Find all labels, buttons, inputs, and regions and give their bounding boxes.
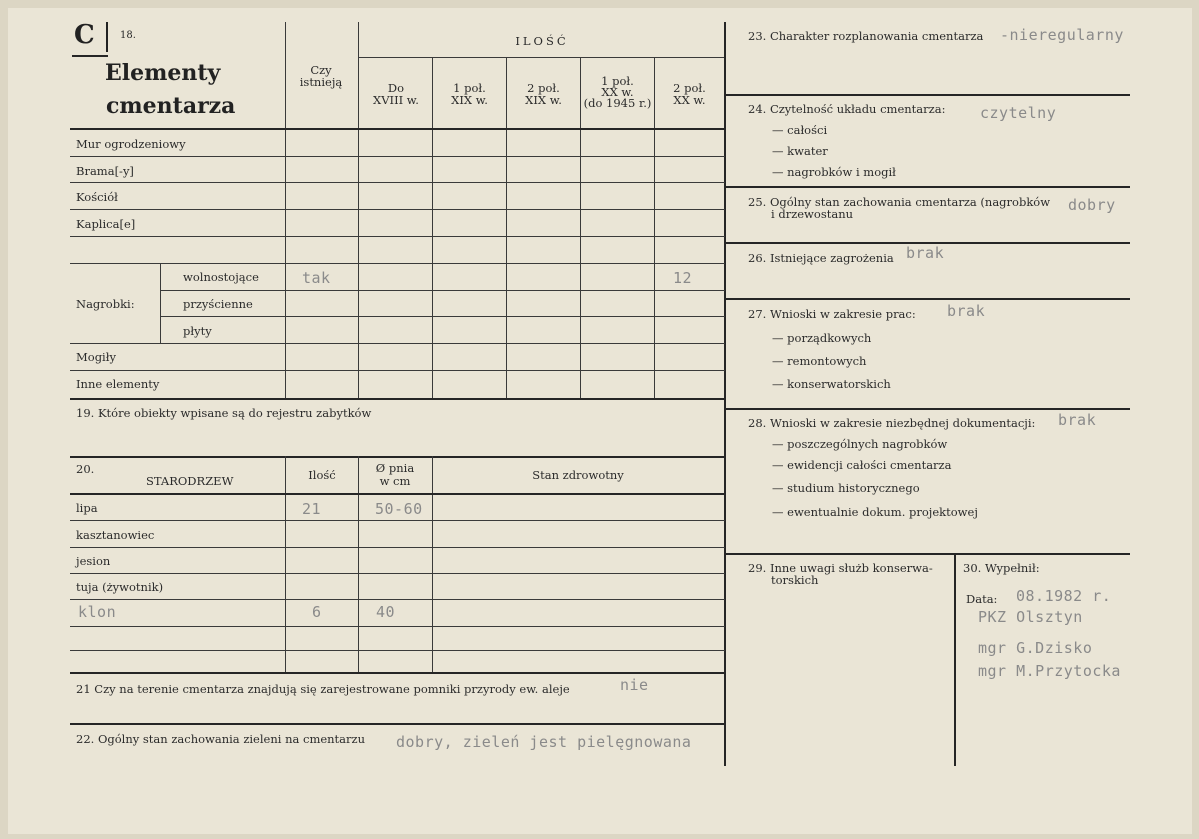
grid-line	[70, 236, 725, 237]
q20-health-header: Stan zdrowotny	[532, 468, 624, 482]
section-title-line1: Elementy	[105, 60, 221, 86]
grid-line	[654, 57, 655, 398]
grid-line	[70, 263, 725, 264]
grid-line	[580, 57, 581, 398]
grid-line	[285, 22, 286, 398]
q27-answer: brak	[947, 302, 986, 320]
grid-line	[70, 128, 725, 130]
q25-answer: dobry	[1068, 196, 1116, 214]
grid-line	[70, 209, 725, 210]
grid-line	[726, 186, 1130, 188]
q28-item: — ewentualnie dokum. projektowej	[772, 505, 978, 519]
grid-line	[70, 156, 725, 157]
grid-line	[70, 723, 726, 725]
grid-line	[70, 182, 725, 183]
grid-line	[70, 493, 726, 495]
row-label-kosciol: Kościół	[76, 190, 118, 204]
grid-line	[70, 573, 725, 574]
tree-qty: 21	[302, 500, 322, 518]
grid-line	[285, 456, 286, 672]
q30-org: PKZ Olsztyn	[978, 608, 1083, 626]
q25-label-line1: 25. Ogólny stan zachowania cmentarza (nagrobków	[748, 195, 1051, 209]
q27-item: — porządkowych	[772, 331, 872, 345]
tree-diam: 50-60	[375, 500, 423, 518]
q22-label: 22. Ogólny stan zachowania zieleni na cmentarzu	[76, 732, 365, 746]
row-label-mogily: Mogiły	[76, 350, 116, 364]
period-col-2: 1 poł. XIX w.	[451, 81, 488, 107]
grid-line	[432, 57, 433, 398]
grid-line	[70, 398, 726, 400]
q24-item: — nagrobków i mogił	[772, 165, 896, 179]
grid-line	[70, 547, 725, 548]
q23-answer: -nieregularny	[1000, 26, 1124, 44]
q24-item: — całości	[772, 123, 828, 137]
q21-answer: nie	[620, 676, 649, 694]
period-col-3: 2 poł. XIX w.	[525, 81, 562, 107]
grid-line	[506, 57, 507, 398]
tree-name: lipa	[76, 501, 98, 515]
q22-answer: dobry, zieleń jest pielęgnowana	[396, 733, 692, 751]
q27-item: — remontowych	[772, 354, 867, 368]
tree-diam: 40	[376, 603, 396, 621]
grid-line	[726, 94, 1130, 96]
q24-item: — kwater	[772, 144, 828, 158]
ilosc-header: ILOŚĆ	[515, 34, 569, 48]
grid-line	[358, 456, 359, 672]
tree-name: jesion	[76, 554, 111, 568]
period-col-1: Do XVIII w.	[373, 81, 419, 107]
grid-line	[70, 456, 726, 458]
row-label-brama: Brama[-y]	[76, 164, 134, 178]
q24-label: 24. Czytelność układu cmentarza:	[748, 102, 946, 116]
q30-label: 30. Wypełnił:	[963, 561, 1040, 575]
q20-title: STARODRZEW	[146, 474, 234, 488]
grid-line	[160, 263, 161, 343]
wolnostojace-count-value: 12	[673, 269, 693, 287]
q29-label-line1: 29. Inne uwagi służb konserwa-	[748, 561, 933, 575]
wolnostojace-exists-value: tak	[302, 269, 331, 287]
q28-label: 28. Wnioski w zakresie niezbędnej dokumentacji:	[748, 416, 1036, 430]
exists-header: Czy istnieją	[299, 63, 343, 89]
row-label-kaplica: Kaplica[e]	[76, 217, 136, 231]
grid-line	[70, 650, 725, 651]
grid-line	[726, 298, 1130, 300]
grid-line	[358, 57, 724, 58]
q30-person1: mgr G.Dzisko	[978, 639, 1093, 657]
q25-label-line2: i drzewostanu	[771, 207, 854, 221]
section-title-line2: cmentarza	[106, 93, 236, 119]
q20-number: 20.	[76, 462, 95, 476]
q28-answer: brak	[1058, 411, 1097, 429]
q28-item: — poszczególnych nagrobków	[772, 437, 948, 451]
grid-line	[160, 316, 725, 317]
tree-name: tuja (żywotnik)	[76, 580, 164, 594]
q24-answer: czytelny	[980, 104, 1057, 122]
grid-line	[70, 370, 725, 371]
row-label-przyscienne: przyścienne	[183, 297, 253, 311]
grid-line	[726, 408, 1130, 410]
period-col-5: 2 poł. XX w.	[673, 81, 706, 107]
grid-line	[432, 456, 433, 672]
grid-line	[358, 22, 359, 398]
q30-person2: mgr M.Przytocka	[978, 662, 1121, 680]
row-label-inne: Inne elementy	[76, 377, 160, 391]
q23-label: 23. Charakter rozplanowania cmentarza	[748, 29, 984, 43]
q27-label: 27. Wnioski w zakresie prac:	[748, 307, 916, 321]
tree-name: klon	[78, 603, 117, 621]
section-number: 18.	[120, 30, 136, 41]
grid-line	[70, 343, 725, 344]
q29-label-line2: torskich	[771, 573, 819, 587]
q19-label: 19. Które obiekty wpisane są do rejestru zabytków	[76, 406, 372, 420]
grid-line	[70, 520, 725, 521]
letter-underline	[72, 55, 108, 57]
tree-name: kasztanowiec	[76, 528, 155, 542]
section-letter: C	[74, 20, 95, 50]
q30-date-label: Data:	[966, 592, 998, 606]
q26-answer: brak	[906, 244, 945, 262]
row-label-mur: Mur ogrodzeniowy	[76, 137, 186, 151]
row-label-nagrobki: Nagrobki:	[76, 297, 135, 311]
q20-qty-header: Ilość	[308, 468, 336, 482]
grid-line	[70, 626, 725, 627]
q26-label: 26. Istniejące zagrożenia	[748, 251, 894, 265]
tree-qty: 6	[312, 603, 322, 621]
grid-line	[954, 553, 956, 766]
row-label-plyty: płyty	[183, 324, 212, 338]
q30-date-value: 08.1982 r.	[1016, 587, 1112, 605]
grid-line	[70, 672, 726, 674]
q28-item: — ewidencji całości cmentarza	[772, 458, 952, 472]
q28-item: — studium historycznego	[772, 481, 920, 495]
grid-line	[726, 553, 1130, 555]
row-label-wolnostojace: wolnostojące	[183, 270, 259, 284]
q20-diam-header: Ø pnia w cm	[375, 461, 415, 488]
period-col-4: 1 poł. XX w. (do 1945 r.)	[583, 74, 652, 110]
q21-label: 21 Czy na terenie cmentarza znajdują się zarejestrowane pomniki przyrody ew. aleje	[76, 682, 570, 696]
grid-line	[70, 599, 725, 600]
q27-item: — konserwatorskich	[772, 377, 891, 391]
grid-line	[724, 22, 726, 766]
grid-line	[160, 290, 725, 291]
